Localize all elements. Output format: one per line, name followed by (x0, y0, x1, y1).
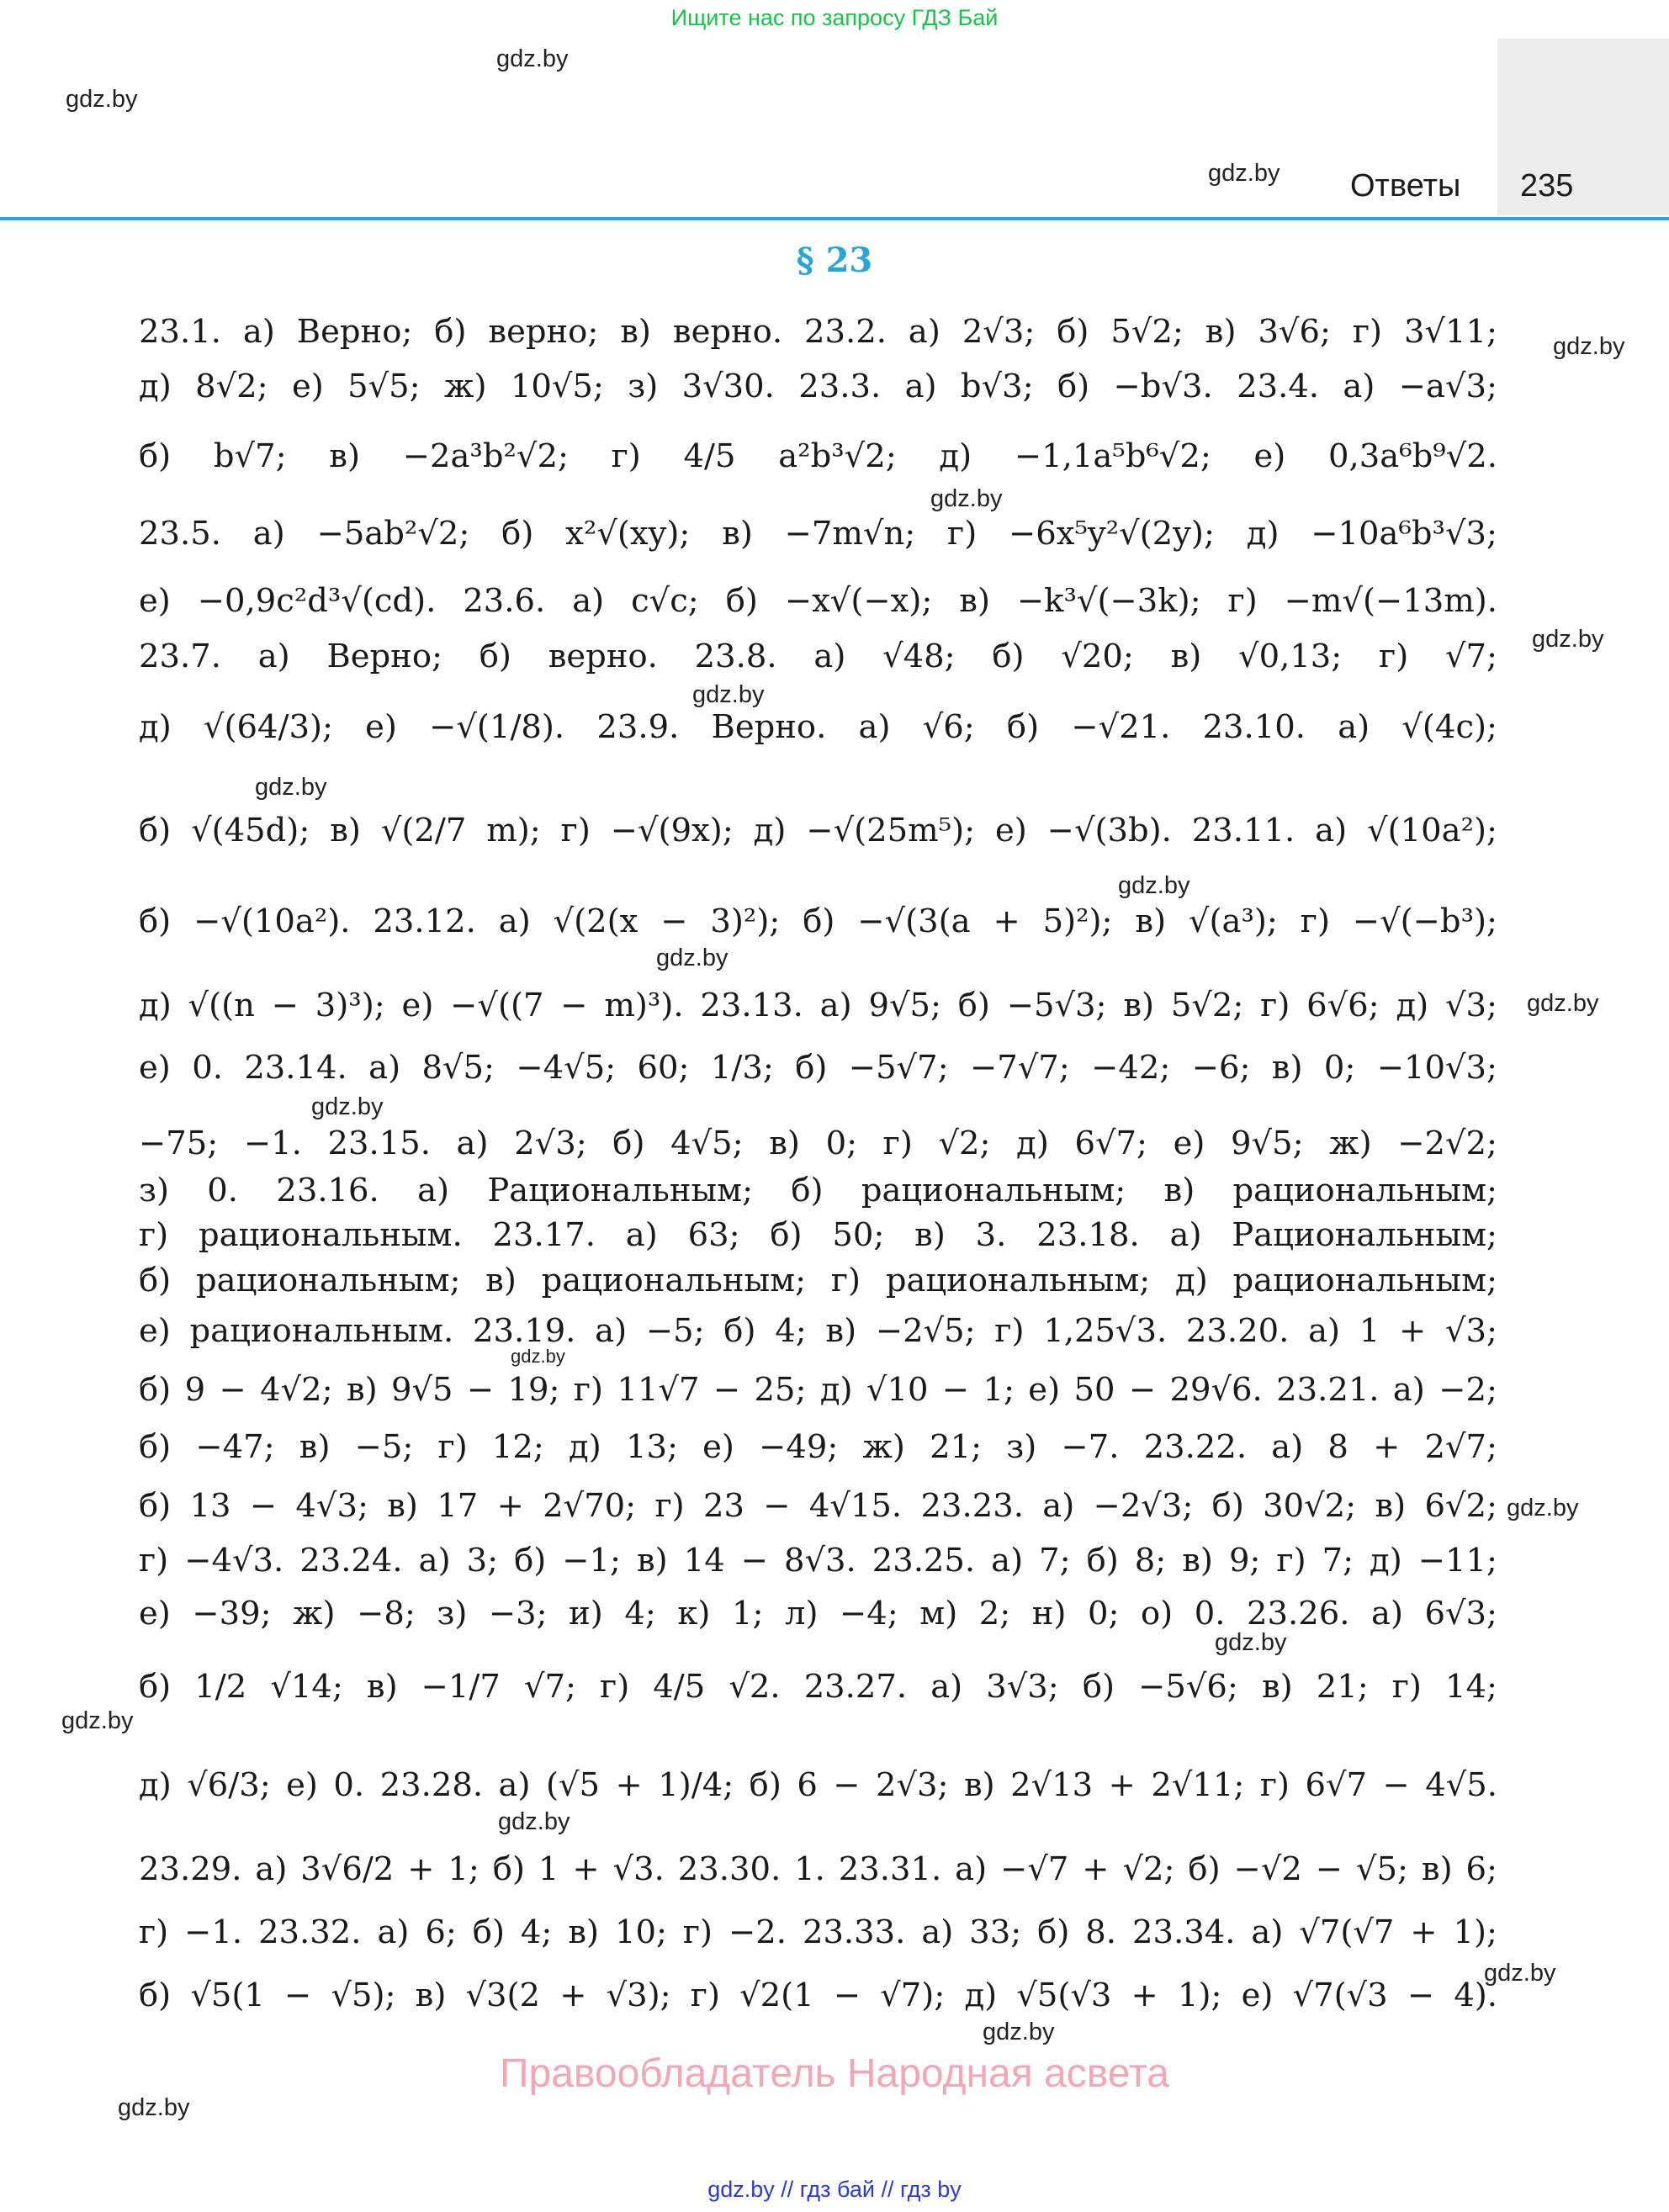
answer-line: д) √6/3; е) 0. 23.28. а) (√5 + 1)/4; б) 6 − 2√3; в) 2√13 + 2√11; г) 6√7 − 4√5. (139, 1766, 1497, 1804)
answer-line: е) рациональным. 23.19. а) −5; б) 4; в) −2√5; г) 1,25√3. 23.20. а) 1 + √3; (139, 1312, 1497, 1350)
header-title: Ответы (1350, 168, 1461, 204)
watermark: gdz.by (692, 681, 765, 708)
watermark: gdz.by (656, 945, 729, 971)
page-number: 235 (1520, 168, 1574, 204)
watermark: gdz.by (930, 485, 1003, 512)
answer-line: е) 0. 23.14. а) 8√5; −4√5; 60; 1/3; б) −5√7; −7√7; −42; −6; в) 0; −10√3; (139, 1049, 1497, 1087)
watermark: gdz.by (498, 1808, 570, 1835)
watermark: gdz.by (1208, 160, 1280, 187)
watermark: gdz.by (1507, 1495, 1579, 1521)
watermark: gdz.by (1215, 1629, 1287, 1656)
rights-holder-watermark: Правообладатель Народная асвета (500, 2051, 1169, 2096)
section-title: § 23 (796, 241, 873, 280)
answer-line: д) √(64/3); е) −√(1/8). 23.9. Верно. а) √6; б) −√21. 23.10. а) √(4c); (139, 708, 1497, 746)
answer-line: з) 0. 23.16. а) Рациональным; б) рациональным; в) рациональным; (139, 1172, 1497, 1209)
watermark: gdz.by (1484, 1960, 1556, 1987)
answer-line: б) b√7; в) −2a³b²√2; г) 4/5 a²b³√2; д) −1,1a⁵b⁶√2; е) 0,3a⁶b⁹√2. (139, 437, 1497, 475)
watermark: gdz.by (496, 45, 569, 72)
answer-line: е) −0,9c²d³√(cd). 23.6. а) c√c; б) −x√(−x); в) −k³√(−3k); г) −m√(−13m). (139, 582, 1497, 620)
answer-line: б) 1/2 √14; в) −1/7 √7; г) 4/5 √2. 23.27. а) 3√3; б) −5√6; в) 21; г) 14; (139, 1668, 1497, 1706)
answer-line: б) −47; в) −5; г) 12; д) 13; е) −49; ж) 21; з) −7. 23.22. а) 8 + 2√7; (139, 1428, 1497, 1466)
answer-line: 23.1. а) Верно; б) верно; в) верно. 23.2. а) 2√3; б) 5√2; в) 3√6; г) 3√11; (139, 313, 1497, 351)
answer-line: 23.5. а) −5ab²√2; б) x²√(xy); в) −7m√n; г) −6x⁵y²√(2y); д) −10a⁶b³√3; (139, 515, 1497, 553)
answer-line: г) рациональным. 23.17. а) 63; б) 50; в) 3. 23.18. а) Рациональным; (139, 1216, 1497, 1254)
answer-line: б) 9 − 4√2; в) 9√5 − 19; г) 11√7 − 25; д) √10 − 1; е) 50 − 29√6. 23.21. а) −2; (139, 1371, 1497, 1409)
answer-line: 23.29. а) 3√6/2 + 1; б) 1 + √3. 23.30. 1. 23.31. а) −√7 + √2; б) −√2 − √5; в) 6; (139, 1850, 1497, 1888)
answer-line: г) −4√3. 23.24. а) 3; б) −1; в) 14 − 8√3. 23.25. а) 7; б) 8; в) 9; г) 7; д) −11; (139, 1542, 1497, 1580)
watermark: gdz.by (255, 774, 327, 801)
watermark: gdz.by (118, 2094, 190, 2121)
header-rule (0, 217, 1669, 220)
answer-line: б) рациональным; в) рациональным; г) рациональным; д) рациональным; (139, 1262, 1497, 1299)
answer-line: б) −√(10a²). 23.12. а) √(2(x − 3)²); б) −√(3(a + 5)²); в) √(a³); г) −√(−b³); (139, 902, 1497, 940)
watermark: gdz.by (1527, 990, 1599, 1017)
footer-links[interactable]: gdz.by // гдз бай // гдз by (707, 2177, 962, 2202)
answer-line: б) 13 − 4√3; в) 17 + 2√70; г) 23 − 4√15. 23.23. а) −2√3; б) 30√2; в) 6√2; (139, 1487, 1497, 1525)
answer-line: е) −39; ж) −8; з) −3; и) 4; к) 1; л) −4; м) 2; н) 0; о) 0. 23.26. а) 6√3; (139, 1595, 1497, 1633)
answer-line: −75; −1. 23.15. а) 2√3; б) 4√5; в) 0; г) √2; д) 6√7; е) 9√5; ж) −2√2; (139, 1125, 1497, 1162)
watermark: gdz.by (311, 1093, 384, 1120)
top-banner[interactable]: Ищите нас по запросу ГДЗ Бай (670, 5, 999, 30)
watermark: gdz.by (1553, 333, 1625, 360)
watermark: gdz.by (983, 2019, 1055, 2045)
answer-line: г) −1. 23.32. а) 6; б) 4; в) 10; г) −2. 23.33. а) 33; б) 8. 23.34. а) √7(√7 + 1); (139, 1913, 1497, 1951)
watermark: gdz.by (66, 86, 138, 113)
watermark: gdz.by (511, 1346, 565, 1367)
answer-line: 23.7. а) Верно; б) верно. 23.8. а) √48; б) √20; в) √0,13; г) √7; (139, 638, 1497, 675)
answer-line: д) 8√2; е) 5√5; ж) 10√5; з) 3√30. 23.3. а) b√3; б) −b√3. 23.4. а) −a√3; (139, 368, 1497, 405)
watermark: gdz.by (61, 1707, 134, 1734)
watermark: gdz.by (1118, 872, 1190, 899)
answer-line: б) √(45d); в) √(2/7 m); г) −√(9x); д) −√(25m⁵); е) −√(3b). 23.11. а) √(10a²); (139, 812, 1497, 849)
answer-line: б) √5(1 − √5); в) √3(2 + √3); г) √2(1 − √7); д) √5(√3 + 1); е) √7(√3 − 4). (139, 1977, 1497, 2014)
answer-line: д) √((n − 3)³); е) −√((7 − m)³). 23.13. а) 9√5; б) −5√3; в) 5√2; г) 6√6; д) √3; (139, 987, 1497, 1024)
watermark: gdz.by (1532, 626, 1604, 653)
